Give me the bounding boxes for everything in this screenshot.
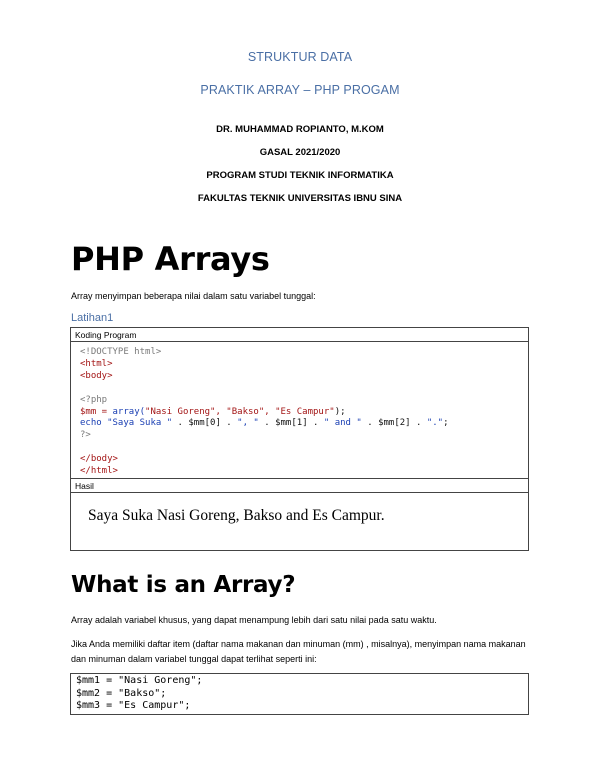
code-body-close: </body> [80,454,118,465]
code-body-open: <body> [80,370,113,381]
code-line-3: $mm3 = "Es Campur"; [76,700,191,711]
code-php-close: ?> [80,430,91,441]
code-var: $mm = [80,406,113,417]
code-html-close: </html> [80,466,118,477]
result-box [70,478,529,551]
result-box-label: Hasil [75,481,94,491]
example-paragraph: Jika Anda memiliki daftar item (daftar nama makanan dan minuman (mm) , misalnya), menyimpan nama makanan dan minuman dalam variabel tunggal dapat terlihat seperti ini: [71,639,526,664]
section-title-what-is-array: What is an Array? [71,572,296,598]
semester-label: GASAL 2021/2020 [259,147,341,158]
code-box [70,327,529,479]
program-label: PROGRAM STUDI TEKNIK INFORMATIKA [206,170,394,181]
exercise-label: Latihan1 [71,312,114,324]
code-echo-keyword: echo [80,418,108,429]
code-box-label: Koding Program [71,328,528,342]
code-array-fn: array( [112,406,146,417]
code-array-end: ); [334,406,346,417]
code-echo-end: ; [443,418,449,429]
code-php-open: <?php [80,394,108,405]
code-echo-str1: "Saya Suka " [107,418,173,429]
intro-paragraph: Array menyimpan beberapa nilai dalam satu variabel tunggal: [71,291,316,301]
code-echo-str2: ", " [237,418,259,429]
code-echo-mid3: . $mm[2] . [361,418,427,429]
result-output: Saya Suka Nasi Goreng, Bakso and Es Campur. [88,507,385,524]
code-listing [71,342,528,478]
code-array-args: "Nasi Goreng", "Bakso", "Es Campur" [145,406,335,417]
code-echo-str3: " and " [323,418,362,429]
document-subtitle: PRAKTIK ARRAY – PHP PROGAM [200,83,400,97]
code-echo-mid2: . $mm[1] . [258,418,324,429]
section-title-php-arrays: PHP Arrays [71,240,270,278]
course-title: STRUKTUR DATA [247,50,353,64]
code-doctype: <!DOCTYPE html> [80,347,162,357]
code-line-2: $mm2 = "Bakso"; [76,687,167,699]
variable-code-box [70,673,529,715]
faculty-label: FAKULTAS TEKNIK UNIVERSITAS IBNU SINA [197,193,403,204]
author-name: DR. MUHAMMAD ROPIANTO, M.KOM [216,124,384,135]
result-divider [71,492,528,493]
variable-code-listing [71,674,528,713]
code-line-1: $mm1 = "Nasi Goreng"; [76,675,203,686]
code-echo-mid1: . $mm[0] . [172,418,238,429]
definition-paragraph: Array adalah variabel khusus, yang dapat menampung lebih dari satu nilai pada satu waktu. [71,615,437,625]
code-echo-str4: "." [426,418,444,429]
code-html-open: <html> [80,358,113,369]
